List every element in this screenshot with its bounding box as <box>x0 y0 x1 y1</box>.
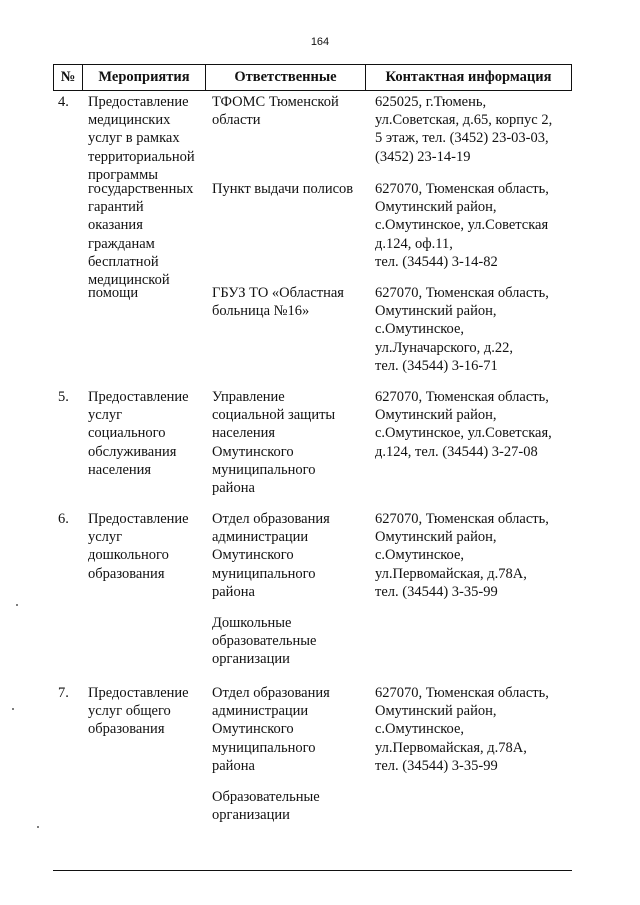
row-4-contact-2: 627070, Тюменская область, Омутинский район, с.Омутинское, ул.Советская д.124, оф.11, тел. (34544) 3-14-82 <box>375 181 549 270</box>
row-4-event-part2: государственных гарантий оказания гражданам бесплатной медицинской <box>88 181 194 289</box>
row-4-contact-3: 627070, Тюменская область, Омутинский район, с.Омутинское, ул.Луначарского, д.22, тел. (34544) 3-16-71 <box>375 285 549 374</box>
table-bottom-border <box>53 870 572 871</box>
header-events: Мероприятия <box>83 65 206 90</box>
table-header <box>53 64 572 91</box>
row-7-responsible-1: Отдел образования администрации Омутинского муниципального района <box>212 685 330 774</box>
row-7-responsible-2: Образовательные организации <box>212 789 320 824</box>
row-4-number: 4. <box>58 94 69 110</box>
row-5-responsible: Управление социальной защиты населения Омутинского муниципального района <box>212 389 336 497</box>
scan-speck <box>16 604 18 606</box>
row-6-contact: 627070, Тюменская область, Омутинский район, с.Омутинское, ул.Первомайская, д.78А, тел. (34544) 3-35-99 <box>375 511 549 600</box>
row-4-responsible-1: ТФОМС Тюменской области <box>212 94 339 129</box>
header-contacts: Контактная информация <box>385 69 552 85</box>
row-5-number: 5. <box>58 389 69 405</box>
row-5-contact: 627070, Тюменская область, Омутинский район, с.Омутинское, ул.Советская, д.124, тел. (34544) 3-27-08 <box>375 389 552 460</box>
row-6-number: 6. <box>58 511 69 527</box>
scan-speck <box>12 708 14 710</box>
row-4-responsible-2: Пункт выдачи полисов <box>212 181 354 197</box>
row-4-contact-1: 625025, г.Тюмень, ул.Советская, д.65, корпус 2, 5 этаж, тел. (3452) 23-03-03, (3452) 23-14-19 <box>375 94 553 165</box>
row-4-event-part3: помощи <box>88 285 139 301</box>
header-responsible: Ответственные <box>206 65 366 90</box>
row-4-responsible-3: ГБУЗ ТО «Областная больница №16» <box>212 285 344 320</box>
row-7-event: Предоставление услуг общего образования <box>88 685 189 738</box>
row-6-responsible-1: Отдел образования администрации Омутинского муниципального района <box>212 511 330 600</box>
header-number: № <box>54 65 83 90</box>
row-6-responsible-2: Дошкольные образовательные организации <box>212 615 317 668</box>
row-5-event: Предоставление услуг социального обслуживания населения <box>88 389 189 478</box>
row-7-contact: 627070, Тюменская область, Омутинский район, с.Омутинское, ул.Первомайская, д.78А, тел. (34544) 3-35-99 <box>375 685 549 774</box>
row-6-event: Предоставление услуг дошкольного образования <box>88 511 189 582</box>
row-7-number: 7. <box>58 685 69 701</box>
row-4-event-part1: Предоставление медицинских услуг в рамках территориальной программы <box>88 94 195 183</box>
scan-speck <box>37 826 39 828</box>
page-number: 164 <box>310 36 330 48</box>
